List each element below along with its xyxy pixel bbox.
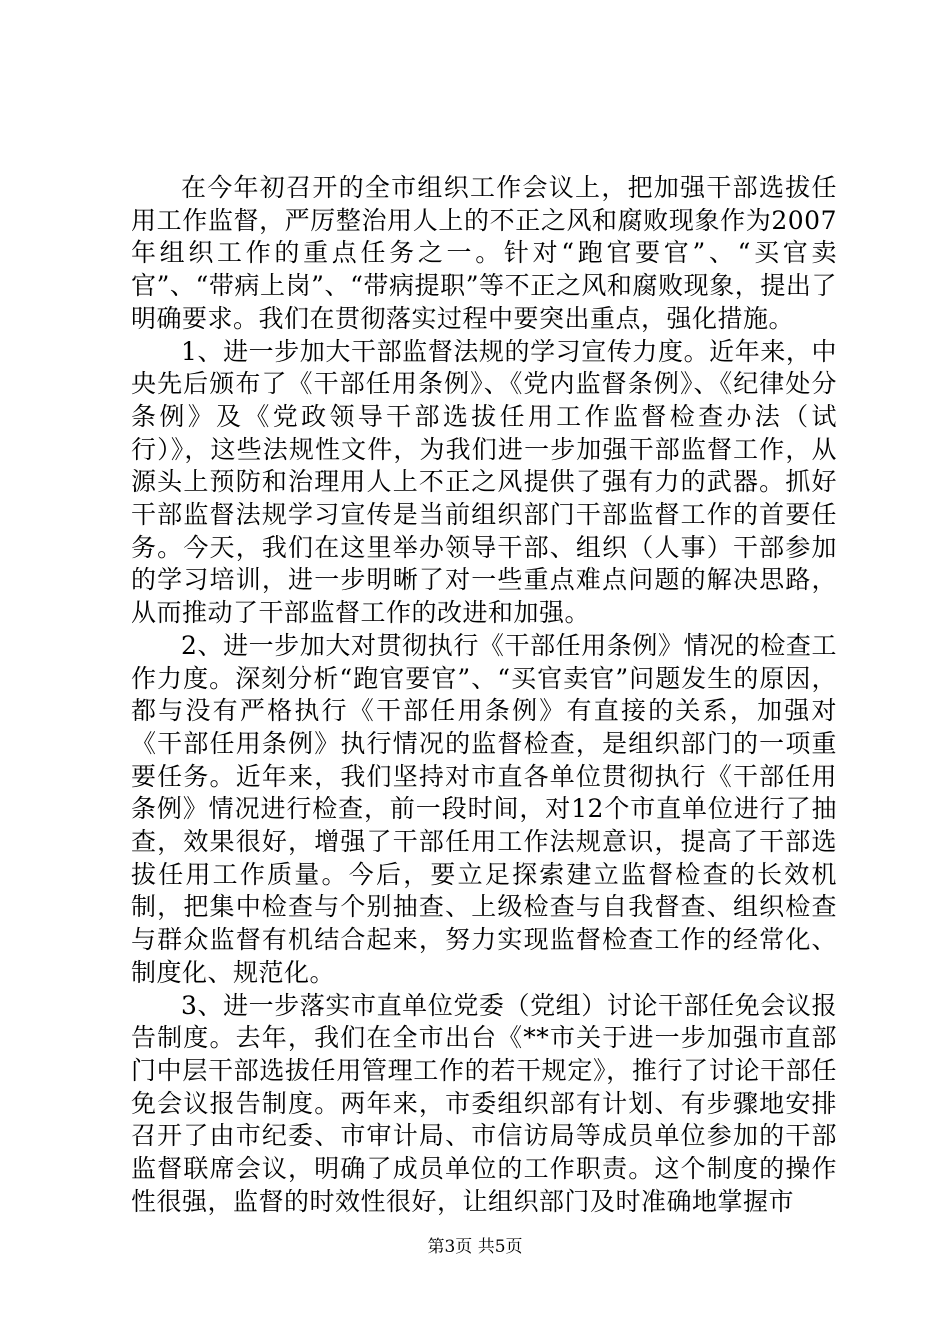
paragraph-intro: 在今年初召开的全市组织工作会议上，把加强干部选拔任用工作监督，严厉整治用人上的不正之风和腐败现象作为2007年组织工作的重点任务之一。针对“跑官要官”、“买官卖官”、“带病上岗”、“带病提职”等不正之风和腐败现象，提出了明确要求。我们在贯彻落实过程中要突出重点，强化措施。: [131, 173, 837, 333]
page-number-footer: 第3页 共5页: [427, 1237, 523, 1257]
paragraph-item-3: 3、进一步落实市直单位党委（党组）讨论干部任免会议报告制度。去年，我们在全市出台《**市关于进一步加强市直部门中层干部选拔任用管理工作的若干规定》，推行了讨论干部任免会议报告制度。两年来，市委组织部有计划、有步骤地安排召开了由市纪委、市审计局、市信访局等成员单位参加的干部监督联席会议，明确了成员单位的工作职责。这个制度的操作性很强，监督的时效性很好，让组织部门及时准确地掌握市: [131, 990, 837, 1216]
paragraph-item-2: 2、进一步加大对贯彻执行《干部任用条例》情况的检查工作力度。深刻分析“跑官要官”、“买官卖官”问题发生的原因，都与没有严格执行《干部任用条例》有直接的关系，加强对《干部任用条例》执行情况的监督检查，是组织部门的一项重要任务。近年来，我们坚持对市直各单位贯彻执行《干部任用条例》情况进行检查，前一段时间，对12个市直单位进行了抽查，效果很好，增强了干部任用工作法规意识，提高了干部选拔任用工作质量。今后，要立足探索建立监督检查的长效机制，把集中检查与个别抽查、上级检查与自我督查、组织检查与群众监督有机结合起来，努力实现监督检查工作的经常化、制度化、规范化。: [131, 630, 837, 987]
document-body: [131, 172, 837, 1219]
paragraph-item-1: 1、进一步加大干部监督法规的学习宣传力度。近年来，中央先后颁布了《干部任用条例》、《党内监督条例》、《纪律处分条例》及《党政领导干部选拔任用工作监督检查办法（试行）》，这些法规性文件，为我们进一步加强干部监督工作，从源头上预防和治理用人上不正之风提供了强有力的武器。抓好干部监督法规学习宣传是当前组织部门干部监督工作的首要任务。今天，我们在这里举办领导干部、组织（人事）干部参加的学习培训，进一步明晰了对一些重点难点问题的解决思路，从而推动了干部监督工作的改进和加强。: [131, 336, 837, 628]
